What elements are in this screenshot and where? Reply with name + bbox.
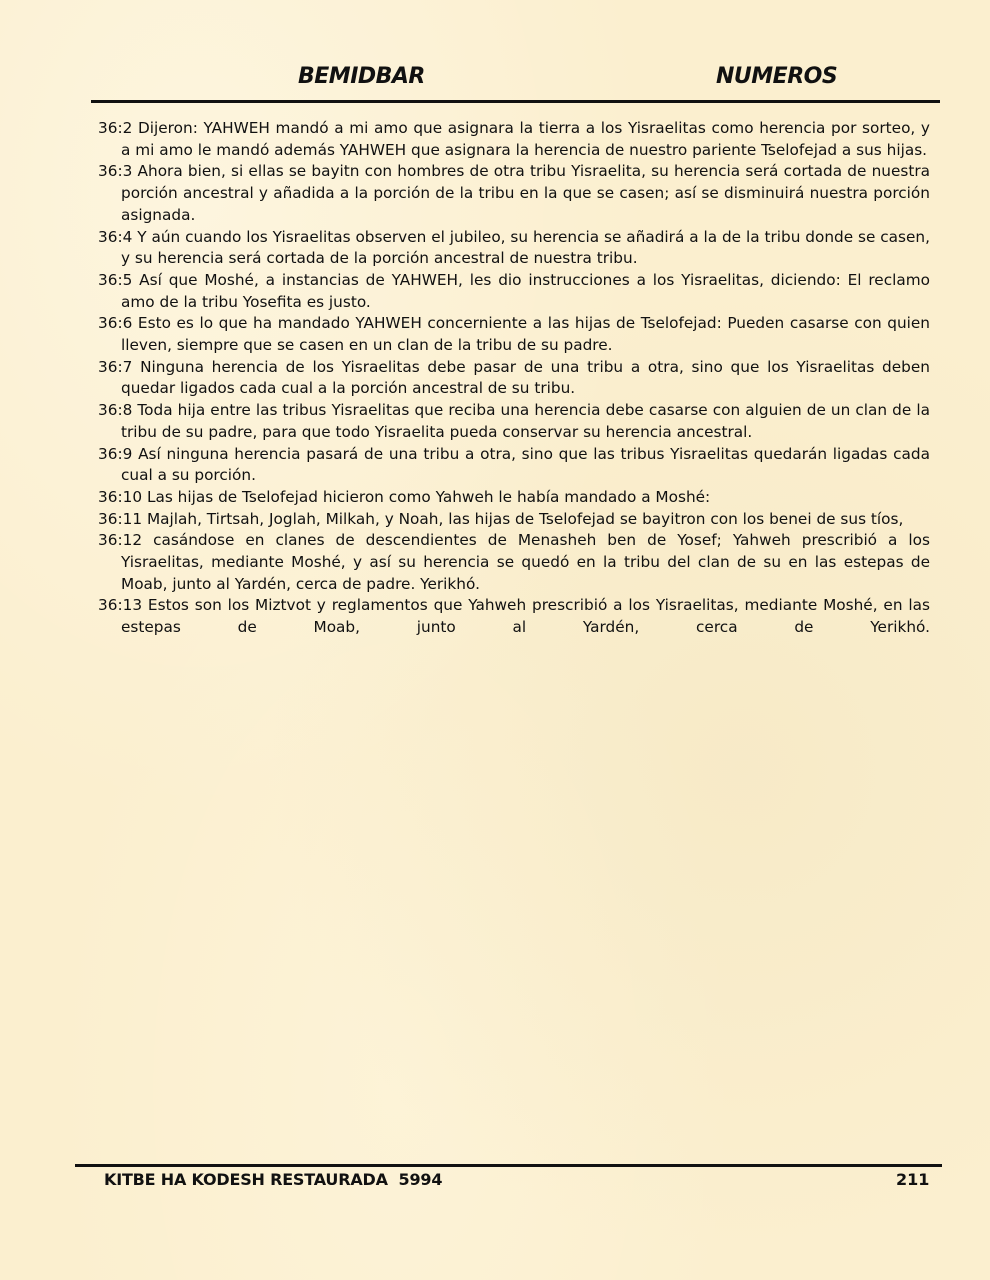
verse-36-9: 36:9 Así ninguna herencia pasará de una tribu a otra, sino que las tribus Yisraelitas quedarán ligadas cada cual a su porción. xyxy=(98,444,930,485)
header-right-title: NUMEROS xyxy=(716,64,838,89)
verse-36-6: 36:6 Esto es lo que ha mandado YAHWEH concerniente a las hijas de Tselofejad: Pueden casarse con quien lleven, siempre que se casen en un clan de la tribu de su padre. xyxy=(98,314,930,355)
verse-36-10: 36:10 Las hijas de Tselofejad hicieron como Yahweh le había mandado a Moshé: xyxy=(98,487,711,506)
verse-36-3: 36:3 Ahora bien, si ellas se bayitn con hombres de otra tribu Yisraelita, su herencia será cortada de nuestra porción ancestral y añadida a la porción de la tribu en la que se casen; así se disminuirá nuestra porción asignada. xyxy=(98,162,930,224)
footer-book-title: KITBE HA KODESH RESTAURADA 5994 xyxy=(104,1170,443,1189)
verse-36-12: 36:12 casándose en clanes de descendientes de Menasheh ben de Yosef; Yahweh prescribió a los Yisraelitas, mediante Moshé, y así su herencia se quedó en la tribu del clan de su en las estepas de Moab, junto al Yardén, cerca de padre. Yerikhó. xyxy=(98,531,930,593)
verse-36-8: 36:8 Toda hija entre las tribus Yisraelitas que reciba una herencia debe casarse con alguien de un clan de la tribu de su padre, para que todo Yisraelita pueda conservar su herencia ancestral. xyxy=(98,401,930,441)
page-number: 211 xyxy=(896,1170,930,1189)
verse-36-7: 36:7 Ninguna herencia de los Yisraelitas debe pasar de una tribu a otra, sino que los Yisraelitas deben quedar ligados cada cual a la porción ancestral de su tribu. xyxy=(98,357,930,398)
verse-36-2: 36:2 Dijeron: YAHWEH mandó a mi amo que asignara la tierra a los Yisraelitas como herencia por sorteo, y a mi amo le mandó además YAHWEH que asignara la herencia de nuestro pariente Tselofejad a sus hijas. xyxy=(98,119,930,159)
verse-36-4: 36:4 Y aún cuando los Yisraelitas observen el jubileo, su herencia se añadirá a la de la tribu donde se casen, y su herencia será cortada de la porción ancestral de nuestra tribu. xyxy=(98,227,930,268)
verse-list xyxy=(98,118,930,639)
verse-36-11: 36:11 Majlah, Tirtsah, Joglah, Milkah, y Noah, las hijas de Tselofejad se bayitron con los benei de sus tíos, xyxy=(98,509,904,528)
verse-36-13: 36:13 Estos son los Miztvot y reglamentos que Yahweh prescribió a los Yisraelitas, mediante Moshé, en las estepas de Moab, junto al Yardén, cerca de Yerikhó. xyxy=(98,596,930,637)
header-left-title: BEMIDBAR xyxy=(298,64,425,89)
footer-divider xyxy=(75,1164,942,1167)
header-divider xyxy=(91,100,940,103)
verse-36-5: 36:5 Así que Moshé, a instancias de YAHWEH, les dio instrucciones a los Yisraelitas, diciendo: El reclamo amo de la tribu Yosefita es justo. xyxy=(98,270,930,311)
